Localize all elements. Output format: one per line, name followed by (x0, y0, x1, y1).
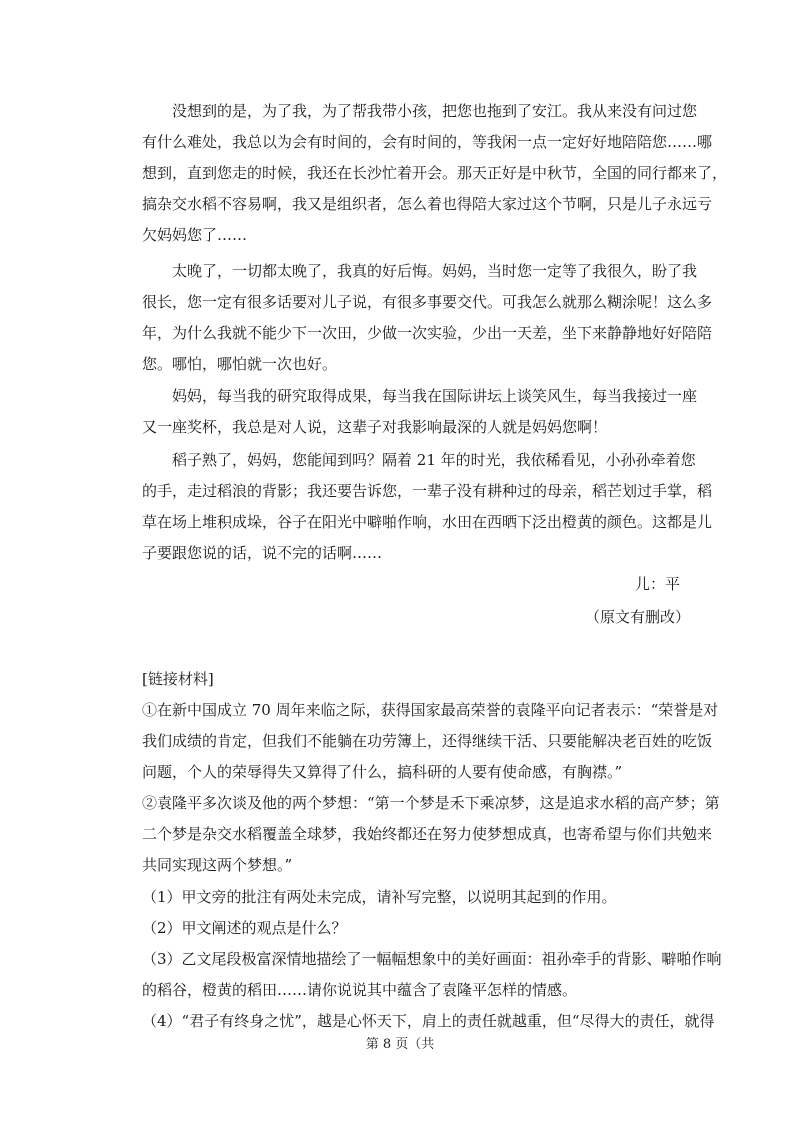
passage-paragraph-4 (142, 445, 713, 569)
passage-paragraph-1 (142, 96, 728, 251)
question-4: （4）“君子有终身之忧”，越是心怀天下，肩上的责任就越重，但“尽得大的责任，就得 (142, 1012, 715, 1030)
text-line: 想到，直到您走的时候，我还在长沙忙着开会。那天正好是中秋节，全国的同行都来了， (142, 164, 728, 182)
text-line: 年，为什么我就不能少下一次田，少做一次实验，少出一天差，坐下来静静地好好陪陪 (142, 324, 713, 342)
passage-paragraph-3 (142, 381, 698, 443)
signature: 儿：平 (634, 575, 680, 593)
question-3-line: 的稻谷，橙黄的稻田……请你说说其中蕴含了袁隆平怎样的情感。 (142, 981, 578, 999)
text-line: 子要跟您说的话，说不完的话啊…… (142, 544, 383, 562)
text-line: 您。哪怕，哪怕就一次也好。 (142, 355, 338, 373)
text-line: 搞杂交水稻不容易啊，我又是组织者，怎么着也得陪大家过这个节啊，只是儿子永远亏 (142, 195, 713, 213)
question-2: （2）甲文阐述的观点是什么？ (142, 919, 347, 937)
text-line: 稻子熟了，妈妈，您能闻到吗？隔着 21 年的时光，我依稀看见，小孙孙牵着您 (172, 451, 696, 469)
text-line: 的手，走过稻浪的背影；我还要告诉您，一辈子没有耕种过的母亲，稻芒划过手掌，稻 (142, 482, 713, 500)
linked-material (142, 664, 720, 881)
text-line: 草在场上堆积成垛，谷子在阳光中噼啪作响，水田在西晒下泛出橙黄的颜色。这都是儿 (142, 513, 713, 531)
text-line: 问题，个人的荣辱得失又算得了什么，搞科研的人要有使命感，有胸襟。” (142, 763, 623, 781)
question-3-line: （3）乙文尾段极富深情地描绘了一幅幅想象中的美好画面：祖孙牵手的背影、噼啪作响 (142, 950, 722, 968)
text-line: 又一座奖杯，我总是对人说，这辈子对我影响最深的人就是妈妈您啊！ (142, 418, 608, 436)
passage-paragraph-2 (142, 256, 713, 380)
revision-note: （原文有删改） (584, 608, 690, 626)
text-line: 没想到的是，为了我，为了帮我带小孩，把您也拖到了安江。我从来没有问过您 (172, 102, 698, 120)
text-line: 有什么难处，我总以为会有时间的，会有时间的，等我闲一点一定好好地陪陪您……哪 (142, 133, 713, 151)
text-line: 很长，您一定有很多话要对儿子说，有很多事要交代。可我怎么就那么糊涂呢！这么多 (142, 293, 713, 311)
text-line: 二个梦是杂交水稻覆盖全球梦，我始终都还在努力使梦想成真，也寄希望与你们共勉来 (142, 825, 713, 843)
text-line: ①在新中国成立 70 周年来临之际，获得国家最高荣誉的袁隆平向记者表示：“荣誉是对 (142, 701, 719, 719)
questions (142, 882, 722, 1037)
material-heading: [链接材料] (142, 670, 214, 688)
text-line: 我们成绩的肯定，但我们不能躺在功劳簿上，还得继续干活、只要能解决老百姓的吃饭 (142, 732, 713, 750)
text-line: ②袁隆平多次谈及他的两个梦想：“第一个梦是禾下乘凉梦，这是追求水稻的高产梦；第 (142, 794, 720, 812)
text-line: 太晚了，一切都太晚了，我真的好后悔。妈妈，当时您一定等了我很久，盼了我 (172, 262, 698, 280)
text-line: 妈妈，每当我的研究取得成果，每当我在国际讲坛上谈笑风生，每当我接过一座 (172, 387, 698, 405)
page-footer: 第 8 页（共 (365, 1037, 435, 1052)
question-1: （1）甲文旁的批注有两处未完成，请补写完整，以说明其起到的作用。 (142, 888, 617, 906)
text-line: 欠妈妈您了…… (142, 226, 248, 244)
text-line: 共同实现这两个梦想。” (142, 856, 293, 874)
